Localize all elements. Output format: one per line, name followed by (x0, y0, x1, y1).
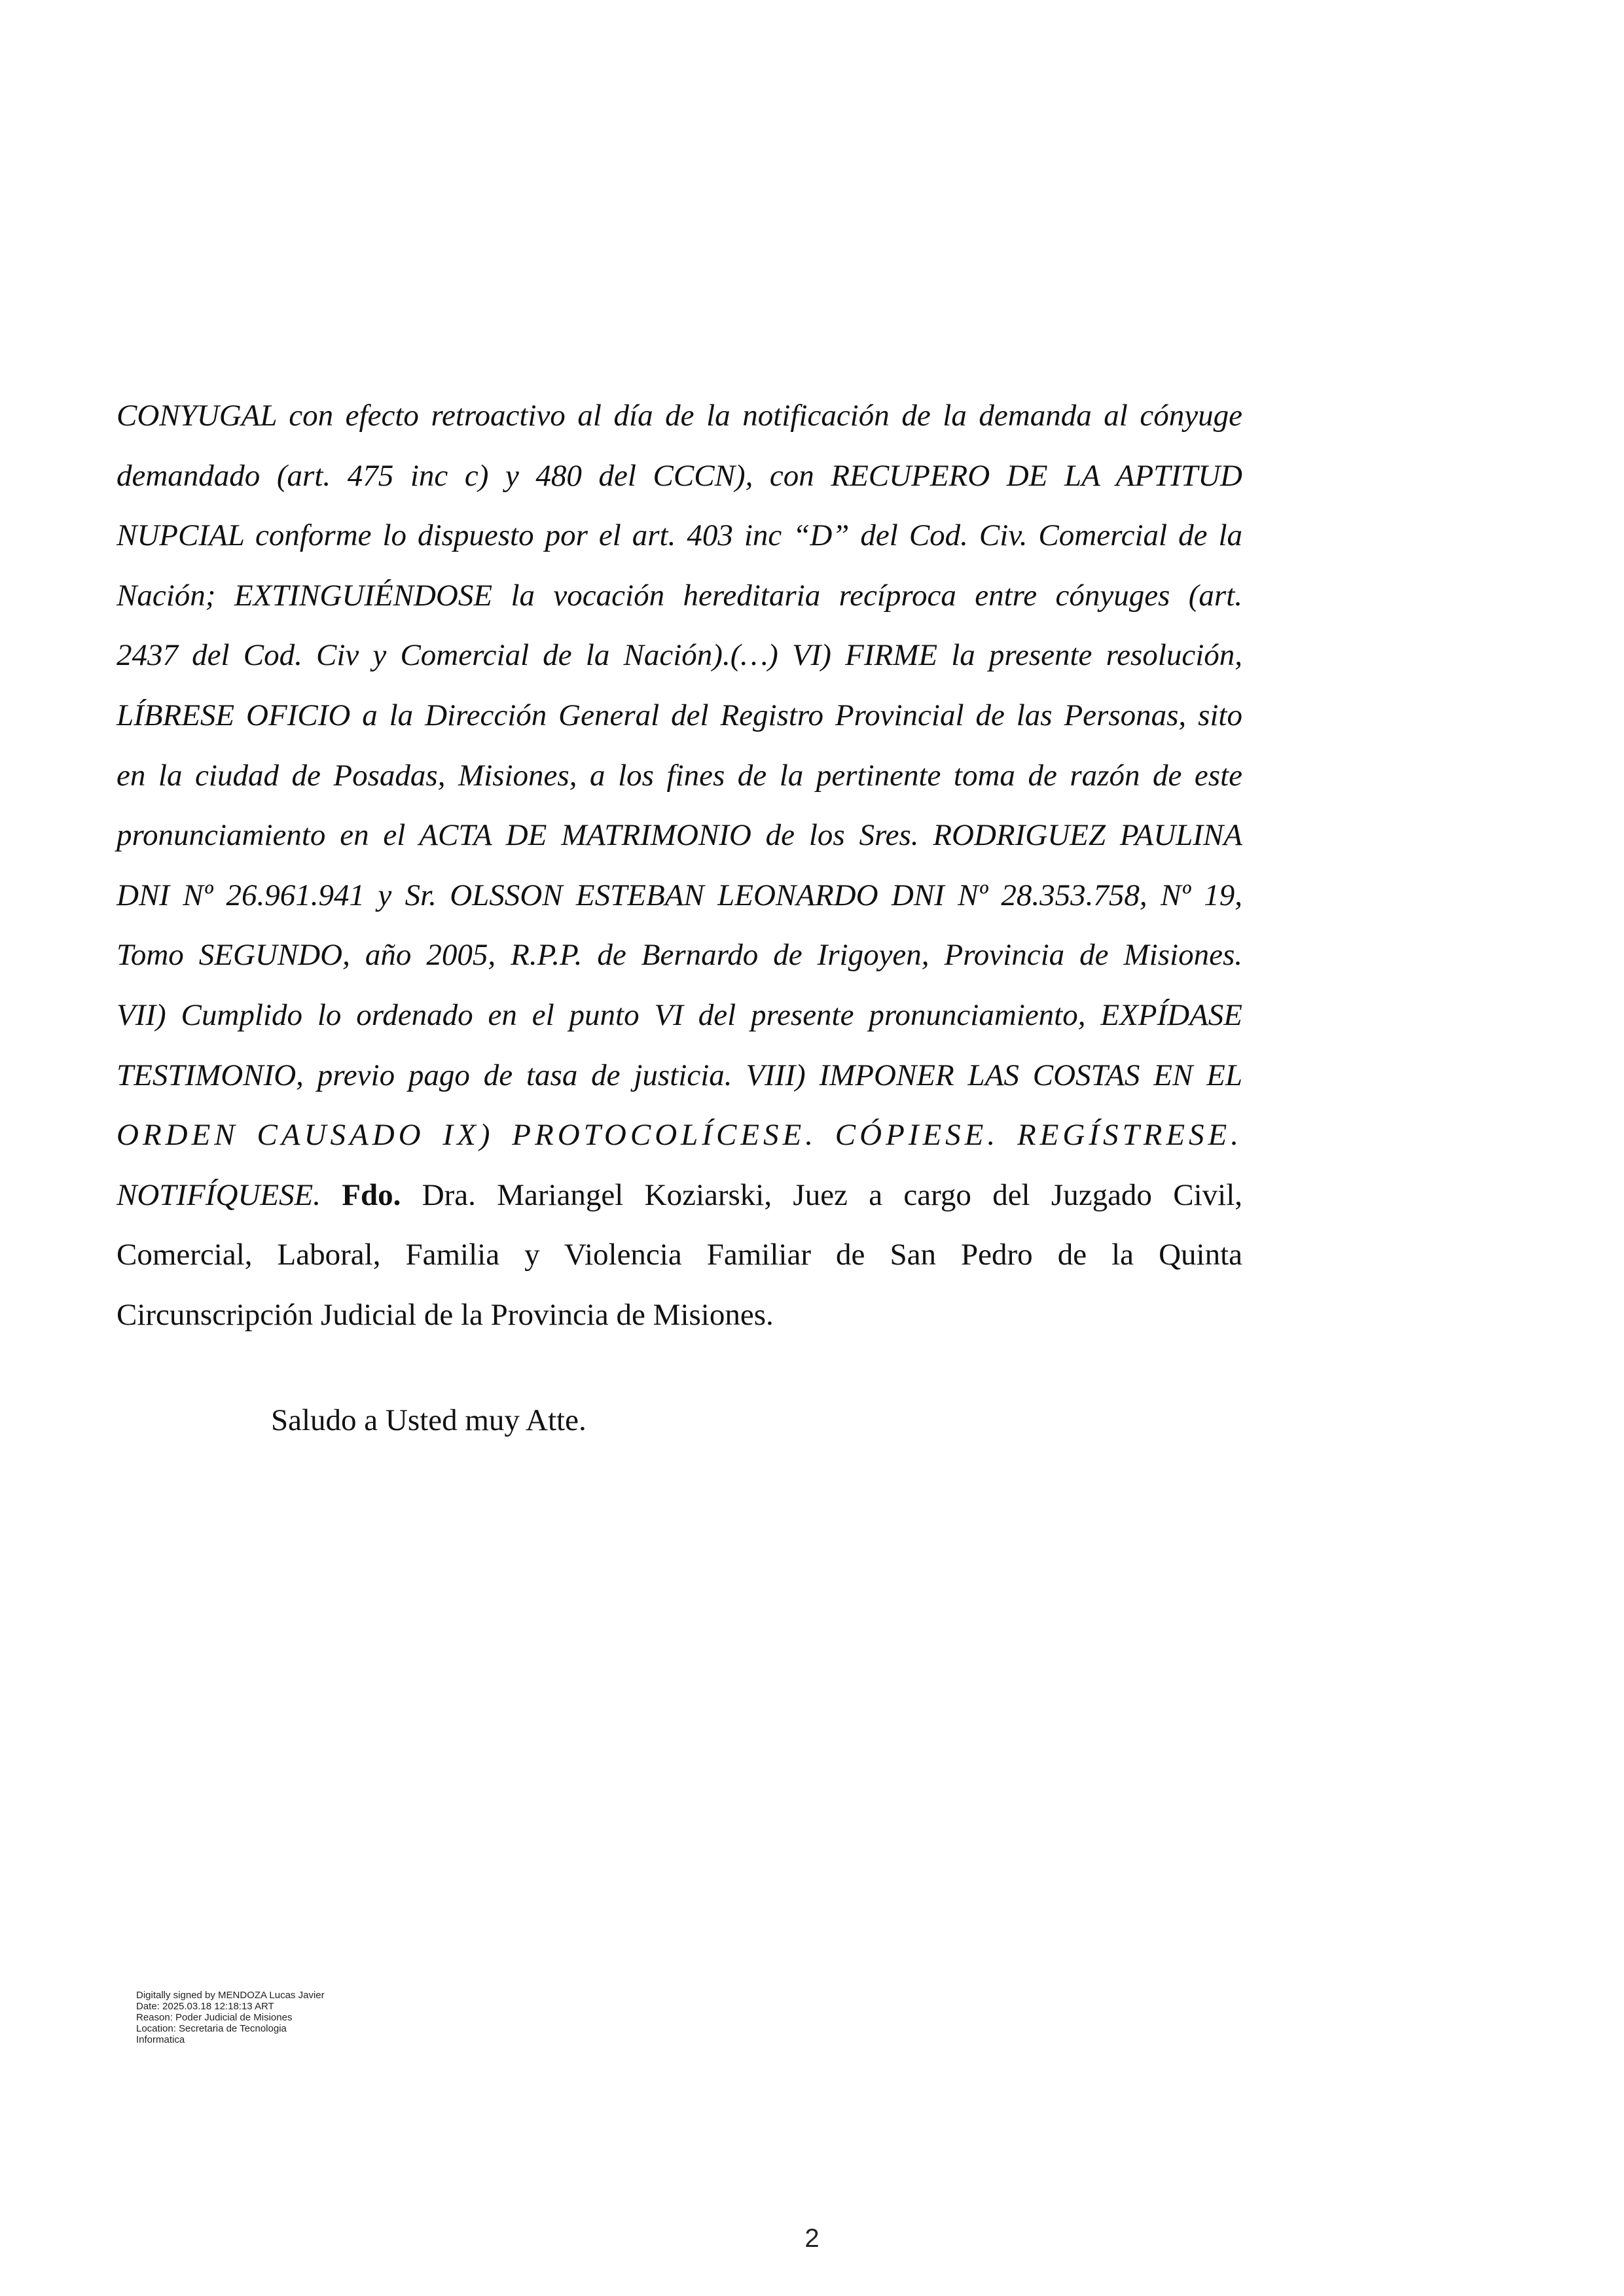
body-line-9: DNI Nº 26.961.941 y Sr. OLSSON ESTEBAN LEONARDO DNI Nº 28.353.758, Nº 19, (117, 878, 1242, 912)
judge-text: Dra. Mariangel Koziarski, Juez a cargo del Juzgado Civil, (422, 1177, 1242, 1212)
page-number: 2 (804, 2224, 820, 2253)
body-line-15: Comercial, Laboral, Familia y Violencia Familiar de San Pedro de la Quinta (117, 1238, 1242, 1272)
body-line-5: 2437 del Cod. Civ y Comercial de la Nación).(…) VI) FIRME la presente resolución, (117, 638, 1242, 673)
body-line-4: Nación; EXTINGUIÉNDOSE la vocación hereditaria recíproca entre cónyuges (art. (117, 578, 1242, 613)
fdo-label: Fdo. (342, 1177, 401, 1212)
signature-location-cont: Informatica (136, 2034, 185, 2045)
body-line-13: ORDEN CAUSADO IX) PROTOCOLÍCESE. CÓPIESE. REGÍSTRESE. (117, 1118, 1242, 1153)
body-line-8: pronunciamiento en el ACTA DE MATRIMONIO de los Sres. RODRIGUEZ PAULINA (117, 818, 1242, 853)
body-line-10: Tomo SEGUNDO, año 2005, R.P.P. de Bernardo de Irigoyen, Provincia de Misiones. (117, 938, 1242, 973)
digital-signature-block (136, 1990, 411, 2045)
resolution-body-text (117, 386, 1242, 1346)
body-line-1: CONYUGAL con efecto retroactivo al día de la notificación de la demanda al cónyuge (117, 399, 1242, 433)
notifiquese-text: NOTIFÍQUESE. (117, 1177, 321, 1212)
signature-signer: Digitally signed by MENDOZA Lucas Javier (136, 1990, 325, 2001)
body-line-14 (117, 1166, 1242, 1226)
body-line-7: en la ciudad de Posadas, Misiones, a los fines de la pertinente toma de razón de este (117, 758, 1242, 793)
body-line-16: Circunscripción Judicial de la Provincia de Misiones. (117, 1297, 774, 1332)
signature-date: Date: 2025.03.18 12:18:13 ART (136, 2001, 274, 2012)
body-line-2: demandado (art. 475 inc c) y 480 del CCCN), con RECUPERO DE LA APTITUD (117, 458, 1242, 493)
signature-location: Location: Secretaria de Tecnologia (136, 2023, 287, 2034)
body-line-6: LÍBRESE OFICIO a la Dirección General del Registro Provincial de las Personas, sito (117, 698, 1242, 732)
signature-reason: Reason: Poder Judicial de Misiones (136, 2012, 293, 2023)
body-line-12: TESTIMONIO, previo pago de tasa de justicia. VIII) IMPONER LAS COSTAS EN EL (117, 1058, 1242, 1092)
body-line-11: VII) Cumplido lo ordenado en el punto VI del presente pronunciamiento, EXPÍDASE (117, 997, 1242, 1032)
body-line-3: NUPCIAL conforme lo dispuesto por el art. 403 inc “D” del Cod. Civ. Comercial de la (117, 518, 1242, 553)
closing-salutation: Saludo a Usted muy Atte. (271, 1403, 586, 1437)
